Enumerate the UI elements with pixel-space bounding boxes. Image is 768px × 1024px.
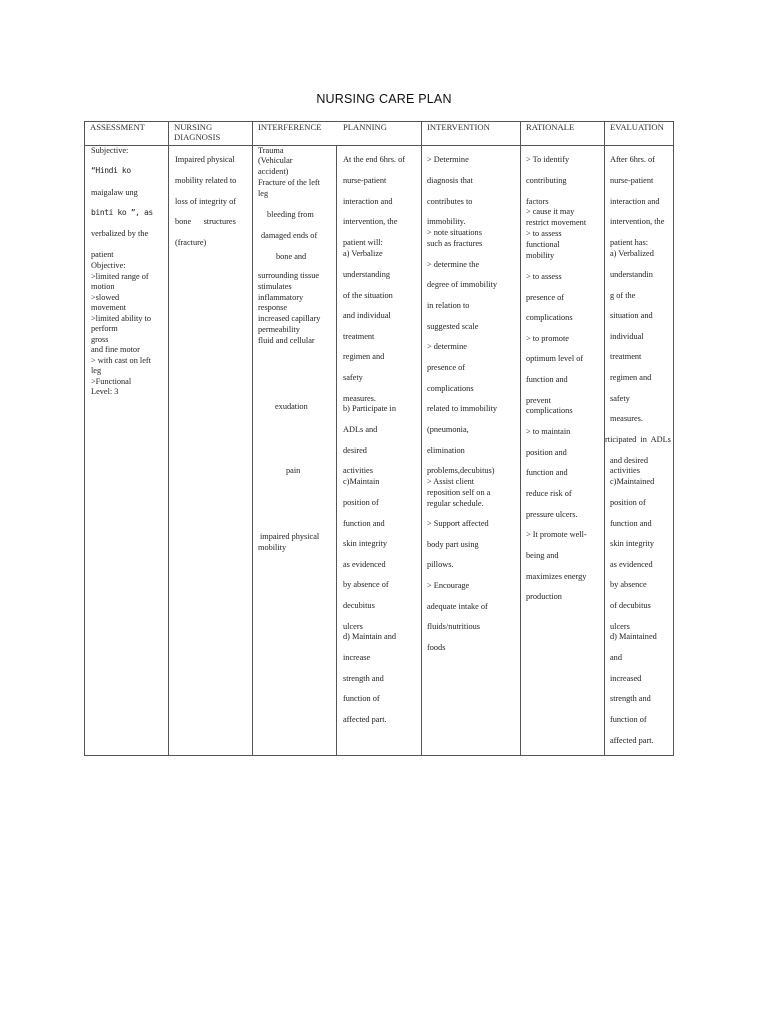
planning-line: strength and	[343, 674, 384, 683]
assessment-line: movement	[91, 303, 127, 312]
rationale-line: being and	[526, 551, 559, 560]
intervention-line: adequate intake of	[427, 602, 488, 611]
interference-line: response	[258, 303, 288, 312]
planning-line: affected part.	[343, 715, 387, 724]
column-divider	[168, 122, 169, 755]
intervention-line: regular schedule.	[427, 499, 484, 508]
rationale-line: functional	[526, 240, 560, 249]
evaluation-line: a) Verbalized	[610, 249, 654, 258]
rationale-line: function and	[526, 468, 568, 477]
intervention-line: problems,decubitus)	[427, 466, 495, 475]
rationale-line: > cause it may	[526, 207, 575, 216]
header-interference: INTERFERENCE	[258, 122, 322, 132]
evaluation-line: patient has:	[610, 238, 649, 247]
planning-line: position of	[343, 498, 379, 507]
rationale-line: position and	[526, 448, 567, 457]
diagnosis-line: loss of integrity of	[175, 197, 237, 206]
evaluation-line: rticipated in ADLs	[605, 435, 671, 444]
interference-line: Trauma	[258, 146, 284, 155]
care-plan-table	[84, 121, 674, 756]
planning-line: d) Maintain and	[343, 632, 396, 641]
interference-line: pain	[286, 466, 301, 475]
evaluation-line: nurse-patient	[610, 176, 654, 185]
evaluation-line: After 6hrs. of	[610, 155, 655, 164]
column-divider	[252, 122, 253, 755]
intervention-line: related to immobility	[427, 404, 498, 413]
planning-line: as evidenced	[343, 560, 386, 569]
page-title: NURSING CARE PLAN	[316, 92, 452, 106]
interference-line: permeability	[258, 325, 300, 334]
intervention-line: > note situations	[427, 228, 482, 237]
evaluation-line: of decubitus	[610, 601, 651, 610]
evaluation-line: intervention, the	[610, 217, 665, 226]
intervention-line: in relation to	[427, 301, 470, 310]
interference-line: surrounding tissue	[258, 271, 320, 280]
assessment-line: and fine motor	[91, 345, 140, 354]
interference-line: fluid and cellular	[258, 336, 315, 345]
rationale-line: > It promote well-	[526, 530, 587, 539]
planning-line: increase	[343, 653, 371, 662]
assessment-line: Level: 3	[91, 387, 119, 396]
assessment-line: binti ko ”, as	[91, 208, 153, 217]
header-assessment: ASSESSMENT	[90, 122, 145, 132]
evaluation-line: regimen and	[610, 373, 652, 382]
evaluation-line: individual	[610, 332, 644, 341]
planning-line: treatment	[343, 332, 375, 341]
evaluation-line: measures.	[610, 414, 643, 423]
header-intervention: INTERVENTION	[427, 122, 490, 132]
header-evaluation: EVALUATION	[610, 122, 664, 132]
rationale-line: complications	[526, 313, 573, 322]
interference-line: stimulates	[258, 282, 292, 291]
intervention-line: fluids/nutritious	[427, 622, 481, 631]
planning-line: by absence of	[343, 580, 389, 589]
evaluation-line: by absence	[610, 580, 647, 589]
evaluation-line: g of the	[610, 291, 636, 300]
assessment-line: patient	[91, 250, 114, 259]
assessment-line: leg	[91, 366, 102, 375]
planning-line: patient will:	[343, 238, 383, 247]
rationale-line: pressure ulcers.	[526, 510, 578, 519]
planning-line: nurse-patient	[343, 176, 387, 185]
rationale-line: complications	[526, 406, 573, 415]
evaluation-line: function of	[610, 715, 647, 724]
planning-line: c)Maintain	[343, 477, 380, 486]
intervention-line: > determine the	[427, 260, 480, 269]
intervention-line: such as fractures	[427, 239, 483, 248]
rationale-line: > to maintain	[526, 427, 571, 436]
interference-line: damaged ends of	[261, 231, 318, 240]
rationale-line: mobility	[526, 251, 555, 260]
diagnosis-line: Impaired physical	[175, 155, 235, 164]
planning-line: ADLs and	[343, 425, 378, 434]
intervention-line: suggested scale	[427, 322, 479, 331]
column-divider	[421, 122, 422, 755]
assessment-line: > with cast on left	[91, 356, 151, 365]
rationale-line: > to promote	[526, 334, 569, 343]
assessment-line: perform	[91, 324, 118, 333]
rationale-line: contributing	[526, 176, 567, 185]
assessment-line: >limited ability to	[91, 314, 151, 323]
planning-line: understanding	[343, 270, 391, 279]
rationale-line: prevent	[526, 396, 551, 405]
planning-line: measures.	[343, 394, 376, 403]
planning-line: and individual	[343, 311, 391, 320]
column-divider	[520, 122, 521, 755]
evaluation-line: safety	[610, 394, 630, 403]
interference-line: increased capillary	[258, 314, 321, 323]
planning-line: a) Verbalize	[343, 249, 383, 258]
intervention-line: degree of immobility	[427, 280, 498, 289]
assessment-line: “Hindi ko	[91, 166, 131, 175]
evaluation-line: situation and	[610, 311, 653, 320]
header-planning: PLANNING	[343, 122, 387, 132]
planning-line: intervention, the	[343, 217, 398, 226]
evaluation-line: treatment	[610, 352, 642, 361]
evaluation-line: activities	[610, 466, 640, 475]
header-divider	[85, 145, 673, 146]
rationale-line: reduce risk of	[526, 489, 572, 498]
intervention-line: contributes to	[427, 197, 473, 206]
evaluation-line: position of	[610, 498, 646, 507]
assessment-line: verbalized by the	[91, 229, 149, 238]
planning-line: skin integrity	[343, 539, 388, 548]
planning-line: activities	[343, 466, 373, 475]
assessment-line: >limited range of	[91, 272, 149, 281]
assessment-line: Objective:	[91, 261, 126, 270]
planning-line: ulcers	[343, 622, 363, 631]
planning-line: desired	[343, 446, 367, 455]
planning-line: safety	[343, 373, 363, 382]
evaluation-line: d) Maintained	[610, 632, 657, 641]
planning-line: b) Participate in	[343, 404, 396, 413]
rationale-line: > To identify	[526, 155, 570, 164]
evaluation-line: function and	[610, 519, 652, 528]
planning-line: At the end 6hrs. of	[343, 155, 405, 164]
interference-line: leg	[258, 189, 269, 198]
evaluation-line: c)Maintained	[610, 477, 655, 486]
intervention-line: complications	[427, 384, 474, 393]
interference-line: impaired physical	[260, 532, 320, 541]
intervention-line: > Support affected	[427, 519, 489, 528]
intervention-line: presence of	[427, 363, 466, 372]
intervention-line: pillows.	[427, 560, 454, 569]
rationale-line: presence of	[526, 293, 565, 302]
evaluation-line: increased	[610, 674, 642, 683]
rationale-line: restrict movement	[526, 218, 587, 227]
interference-line: exudation	[275, 402, 308, 411]
intervention-line: body part using	[427, 540, 479, 549]
intervention-line: elimination	[427, 446, 465, 455]
evaluation-line: and	[610, 653, 622, 662]
column-divider	[336, 145, 337, 755]
diagnosis-line: bone structures	[175, 217, 236, 226]
intervention-line: immobility.	[427, 217, 466, 226]
rationale-line: factors	[526, 197, 549, 206]
assessment-line: Subjective:	[91, 146, 129, 155]
evaluation-line: and desired	[610, 456, 649, 465]
interference-line: (Vehicular	[258, 156, 293, 165]
planning-line: interaction and	[343, 197, 393, 206]
intervention-line: (pneumonia,	[427, 425, 469, 434]
assessment-line: maigalaw ung	[91, 188, 138, 197]
interference-line: Fracture of the left	[258, 178, 320, 187]
rationale-line: > to assess	[526, 229, 562, 238]
evaluation-line: skin integrity	[610, 539, 655, 548]
planning-line: of the situation	[343, 291, 393, 300]
assessment-line: >Functional	[91, 377, 132, 386]
planning-line: regimen and	[343, 352, 385, 361]
header-nursing-diagnosis: NURSING DIAGNOSIS	[174, 122, 221, 142]
evaluation-line: ulcers	[610, 622, 630, 631]
rationale-line: function and	[526, 375, 568, 384]
rationale-line: optimum level of	[526, 354, 584, 363]
intervention-line: > determine	[427, 342, 467, 351]
interference-line: accident)	[258, 167, 289, 176]
evaluation-line: interaction and	[610, 197, 660, 206]
evaluation-line: strength and	[610, 694, 651, 703]
planning-line: decubitus	[343, 601, 375, 610]
interference-line: inflammatory	[258, 293, 304, 302]
intervention-line: > Determine	[427, 155, 469, 164]
rationale-line: maximizes energy	[526, 572, 587, 581]
intervention-line: reposition self on a	[427, 488, 491, 497]
intervention-line: foods	[427, 643, 446, 652]
diagnosis-line: mobility related to	[175, 176, 237, 185]
intervention-line: > Assist client	[427, 477, 475, 486]
assessment-line: >slowed	[91, 293, 120, 302]
intervention-line: > Encourage	[427, 581, 470, 590]
rationale-line: production	[526, 592, 562, 601]
interference-line: bleeding from	[267, 210, 314, 219]
assessment-line: motion	[91, 282, 115, 291]
planning-line: function of	[343, 694, 380, 703]
evaluation-line: understandin	[610, 270, 653, 279]
assessment-line: gross	[91, 335, 109, 344]
interference-line: mobility	[258, 543, 287, 552]
diagnosis-line: (fracture)	[175, 238, 207, 247]
interference-line: bone and	[276, 252, 307, 261]
intervention-line: diagnosis that	[427, 176, 473, 185]
planning-line: function and	[343, 519, 385, 528]
rationale-line: > to assess	[526, 272, 562, 281]
header-rationale: RATIONALE	[526, 122, 575, 132]
evaluation-line: as evidenced	[610, 560, 653, 569]
evaluation-line: affected part.	[610, 736, 654, 745]
